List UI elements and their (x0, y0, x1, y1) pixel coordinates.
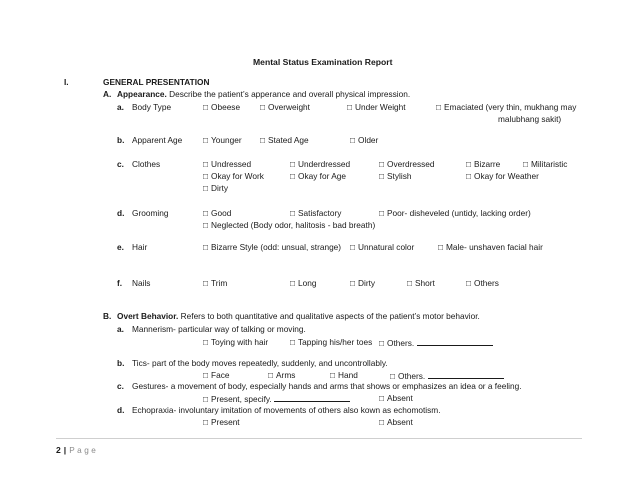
option-unnatural-color[interactable]: □ Unnatural color (350, 242, 415, 252)
checkbox-icon: □ (330, 370, 336, 380)
page-footer (56, 445, 98, 455)
item-letter: f. (117, 278, 123, 288)
page-label: Page (69, 446, 99, 455)
option-present[interactable]: □ Present (203, 417, 240, 427)
option-present-specify[interactable]: □ Present, specify. (203, 394, 350, 403)
option-tapping-toes[interactable]: □ Tapping his/her toes (290, 337, 373, 347)
checkbox-icon: □ (260, 135, 266, 145)
checkbox-icon: □ (436, 102, 442, 112)
part-b-letter: B. (103, 311, 112, 321)
item-label-body-type: Body Type (132, 102, 172, 112)
item-letter: b. (117, 135, 125, 145)
option-bizarre[interactable]: □ Bizarre (466, 159, 501, 169)
option-under-weight[interactable]: □ Under Weight (347, 102, 406, 112)
checkbox-icon: □ (203, 183, 209, 193)
blank-line[interactable] (417, 338, 493, 346)
checkbox-icon: □ (290, 171, 296, 181)
option-overweight[interactable]: □ Overweight (260, 102, 310, 112)
option-bizarre-style[interactable]: □ Bizarre Style (odd: unsual, strange) (203, 242, 342, 252)
option-okay-for-weather[interactable]: □ Okay for Weather (466, 171, 539, 181)
option-underdressed[interactable]: □ Underdressed (290, 159, 351, 169)
part-a-description: Describe the patient’s apperance and overall physical impression. (169, 89, 411, 99)
page-number: 2 (56, 445, 61, 455)
section-numeral: I. (64, 77, 69, 87)
part-a-heading: Appearance. (117, 89, 167, 99)
emaciated-continuation: malubhang sakit) (498, 114, 562, 124)
option-okay-for-age[interactable]: □ Okay for Age (290, 171, 346, 181)
option-overdressed[interactable]: □ Overdressed (379, 159, 435, 169)
item-text-gestures: Gestures- a movement of body, especially hands and arms that shows or emphasizes an idea or a feeling. (132, 381, 522, 391)
option-dirty-clothes[interactable]: □ Dirty (203, 183, 229, 193)
checkbox-icon: □ (203, 417, 209, 427)
checkbox-icon: □ (347, 102, 353, 112)
checkbox-icon: □ (203, 394, 209, 404)
option-others-mannerism[interactable]: □ Others. (379, 338, 493, 347)
item-letter: a. (117, 324, 124, 334)
checkbox-icon: □ (379, 338, 385, 348)
checkbox-icon: □ (350, 242, 356, 252)
item-label-grooming: Grooming (132, 208, 169, 218)
option-poor-disheveled[interactable]: □ Poor- disheveled (untidy, lacking order) (379, 208, 531, 218)
option-long[interactable]: □ Long (290, 278, 317, 288)
checkbox-icon: □ (203, 102, 209, 112)
checkbox-icon: □ (438, 242, 444, 252)
option-obeese[interactable]: □ Obeese (203, 102, 241, 112)
checkbox-icon: □ (203, 159, 209, 169)
item-text-mannerism: Mannerism- particular way of talking or moving. (132, 324, 306, 334)
checkbox-icon: □ (390, 371, 396, 381)
option-younger[interactable]: □ Younger (203, 135, 242, 145)
checkbox-icon: □ (466, 159, 472, 169)
option-neglected[interactable]: □ Neglected (Body odor, halitosis - bad breath) (203, 220, 376, 230)
option-face[interactable]: □ Face (203, 370, 230, 380)
option-toying-with-hair[interactable]: □ Toying with hair (203, 337, 269, 347)
checkbox-icon: □ (379, 171, 385, 181)
item-label-clothes: Clothes (132, 159, 161, 169)
checkbox-icon: □ (379, 208, 385, 218)
option-satisfactory[interactable]: □ Satisfactory (290, 208, 342, 218)
option-trim[interactable]: □ Trim (203, 278, 228, 288)
checkbox-icon: □ (203, 370, 209, 380)
item-label-nails: Nails (132, 278, 151, 288)
item-label-hair: Hair (132, 242, 148, 252)
part-b-heading-line (117, 312, 480, 320)
checkbox-icon: □ (379, 159, 385, 169)
checkbox-icon: □ (379, 417, 385, 427)
option-absent-gestures[interactable]: □ Absent (379, 393, 413, 403)
option-others-nails[interactable]: □ Others (466, 278, 499, 288)
checkbox-icon: □ (350, 278, 356, 288)
checkbox-icon: □ (290, 278, 296, 288)
option-okay-for-work[interactable]: □ Okay for Work (203, 171, 264, 181)
item-letter: d. (117, 405, 125, 415)
checkbox-icon: □ (466, 171, 472, 181)
section-heading: GENERAL PRESENTATION (103, 77, 210, 87)
item-letter: e. (117, 242, 124, 252)
checkbox-icon: □ (203, 171, 209, 181)
part-b-description: Refers to both quantitative and qualitative aspects of the patient’s motor behavior. (180, 311, 480, 321)
item-text-tics: Tics- part of the body moves repeatedly, suddenly, and uncontrollably. (132, 358, 388, 368)
checkbox-icon: □ (379, 393, 385, 403)
item-letter: a. (117, 102, 124, 112)
option-dirty-nails[interactable]: □ Dirty (350, 278, 376, 288)
footer-separator: | (63, 445, 67, 455)
checkbox-icon: □ (203, 220, 209, 230)
checkbox-icon: □ (203, 135, 209, 145)
item-letter: d. (117, 208, 125, 218)
checkbox-icon: □ (290, 159, 296, 169)
option-others-tics[interactable]: □ Others. (390, 371, 504, 380)
checkbox-icon: □ (203, 337, 209, 347)
option-emaciated[interactable]: □ Emaciated (very thin, mukhang may (436, 102, 577, 112)
part-a-heading-line (117, 90, 410, 98)
option-stylish[interactable]: □ Stylish (379, 171, 412, 181)
checkbox-icon: □ (466, 278, 472, 288)
checkbox-icon: □ (407, 278, 413, 288)
checkbox-icon: □ (523, 159, 529, 169)
report-title: Mental Status Examination Report (253, 57, 393, 67)
checkbox-icon: □ (203, 242, 209, 252)
option-short[interactable]: □ Short (407, 278, 435, 288)
option-arms[interactable]: □ Arms (268, 370, 296, 380)
blank-line[interactable] (428, 371, 504, 379)
checkbox-icon: □ (290, 208, 296, 218)
option-male-unshaven[interactable]: □ Male- unshaven facial hair (438, 242, 543, 252)
checkbox-icon: □ (203, 208, 209, 218)
checkbox-icon: □ (203, 278, 209, 288)
checkbox-icon: □ (350, 135, 356, 145)
part-a-letter: A. (103, 89, 112, 99)
checkbox-icon: □ (260, 102, 266, 112)
option-stated-age[interactable]: □ Stated Age (260, 135, 309, 145)
item-letter: c. (117, 381, 124, 391)
blank-line[interactable] (274, 394, 350, 402)
option-militaristic[interactable]: □ Militaristic (523, 159, 568, 169)
checkbox-icon: □ (268, 370, 274, 380)
option-hand[interactable]: □ Hand (330, 370, 358, 380)
option-older[interactable]: □ Older (350, 135, 379, 145)
item-text-echopraxia: Echopraxia- involuntary imitation of movements of others also kown as echomotism. (132, 405, 441, 415)
option-absent-echopraxia[interactable]: □ Absent (379, 417, 413, 427)
item-letter: c. (117, 159, 124, 169)
footer-divider (56, 438, 582, 439)
checkbox-icon: □ (290, 337, 296, 347)
item-label-apparent-age: Apparent Age (132, 135, 183, 145)
option-good[interactable]: □ Good (203, 208, 232, 218)
part-b-heading: Overt Behavior. (117, 311, 179, 321)
option-undressed[interactable]: □ Undressed (203, 159, 252, 169)
item-letter: b. (117, 358, 125, 368)
